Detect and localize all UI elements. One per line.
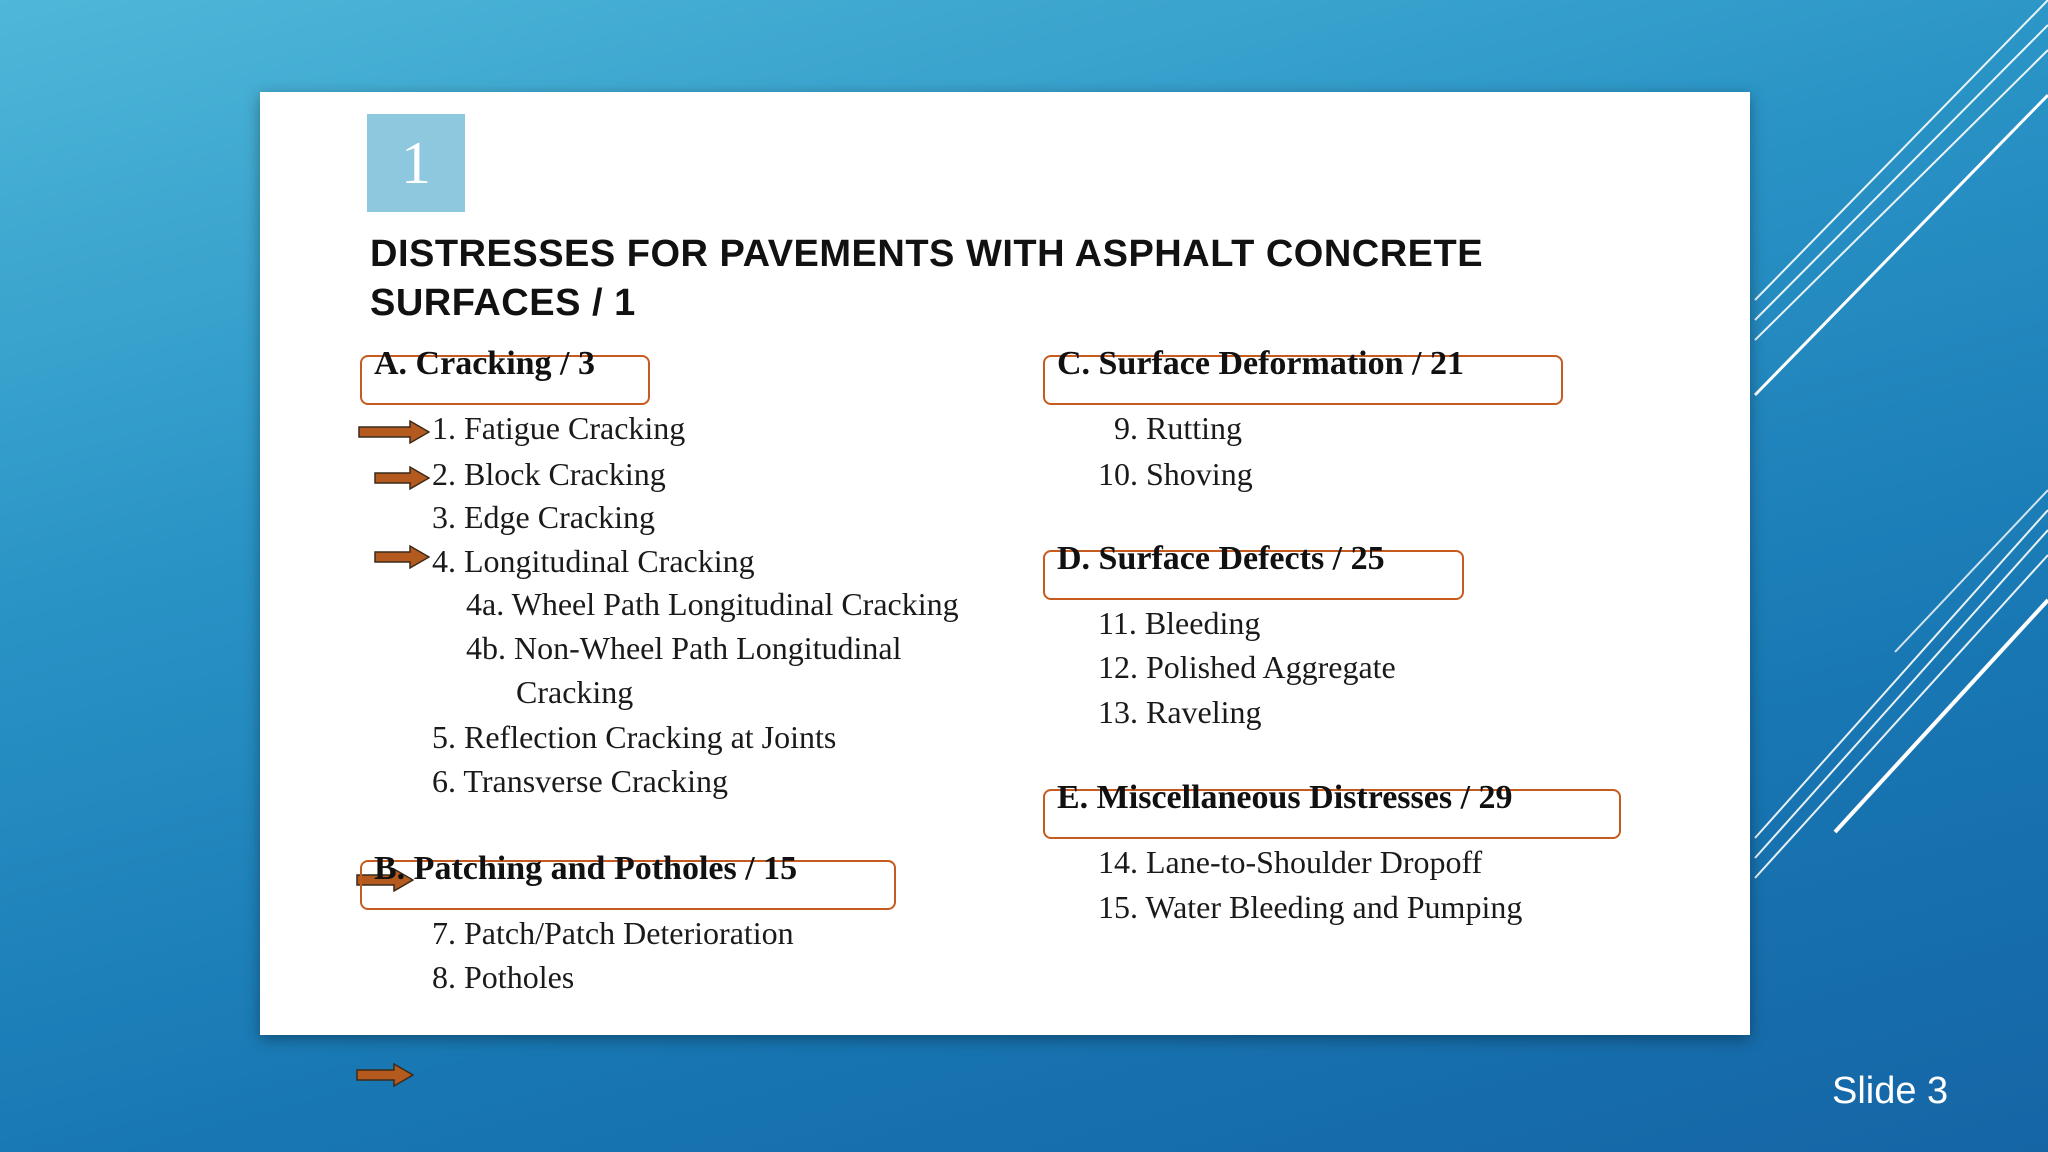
list-item: 7. Patch/Patch Deterioration [432,915,794,951]
list-item: 1. Fatigue Cracking [432,410,686,446]
list-item: 4. Longitudinal Cracking [432,543,755,579]
section-a-heading-box [360,345,650,405]
list-item: 3. Edge Cracking [432,499,656,535]
list-item: 6. Transverse Cracking [432,763,728,799]
list-item: 11. Bleeding [1098,605,1261,641]
title-line-2: SURFACES / 1 [370,282,636,324]
section-c-heading-box [1043,345,1563,405]
section-d-heading: D. Surface Defects / 25 [1057,540,1385,577]
list-item: 10. Shoving [1098,456,1253,492]
slide-content-card [260,92,1750,1035]
arrow-right-icon [358,419,430,445]
list-item: 4a. Wheel Path Longitudinal Cracking [466,586,959,622]
list-item: 12. Polished Aggregate [1098,649,1396,685]
list-item: 13. Raveling [1098,694,1262,730]
arrow-right-icon [374,465,430,491]
section-c-heading: C. Surface Deformation / 21 [1057,345,1464,382]
list-item: 9. Rutting [1114,410,1243,446]
arrow-right-icon [374,544,430,570]
section-e-heading: E. Miscellaneous Distresses / 29 [1057,779,1513,816]
list-item: 5. Reflection Cracking at Joints [432,719,837,755]
section-a-heading: A. Cracking / 3 [374,345,595,382]
list-item: 8. Potholes [432,959,575,995]
page-title [370,230,1570,328]
title-line-1: DISTRESSES FOR PAVEMENTS WITH ASPHALT CONCRETE [370,233,1484,275]
section-e-heading-box [1043,779,1621,839]
slide-number-label: Slide 3 [1832,1070,1949,1112]
section-d-heading-box [1043,540,1464,600]
slide-number-badge: 1 [367,114,465,212]
section-b-heading: B. Patching and Potholes / 15 [374,850,798,887]
list-item: 15. Water Bleeding and Pumping [1098,889,1523,925]
list-item: Cracking [516,674,634,710]
list-item: 4b. Non-Wheel Path Longitudinal [466,630,902,666]
list-item: 14. Lane-to-Shoulder Dropoff [1098,844,1483,880]
section-b-heading-box [360,850,896,910]
list-item: 2. Block Cracking [432,456,666,492]
arrow-right-icon [356,1062,414,1088]
